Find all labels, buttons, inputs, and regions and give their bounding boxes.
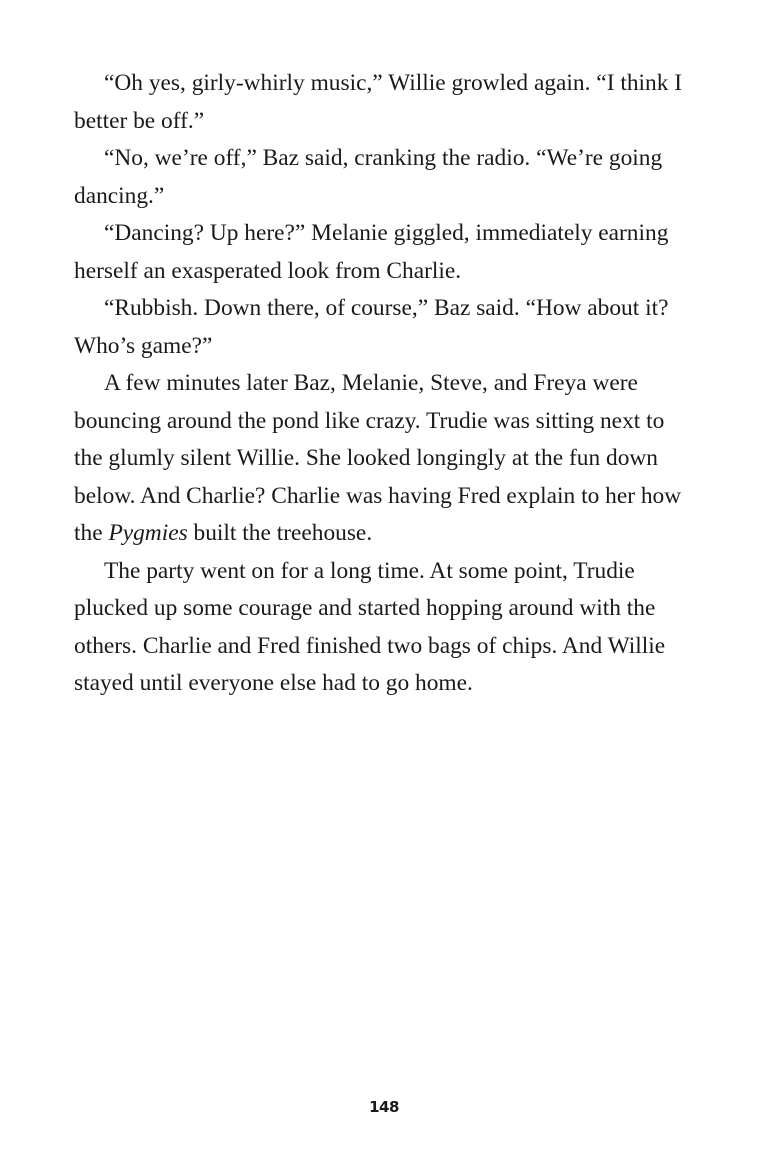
paragraph — [74, 140, 686, 215]
paragraph — [74, 365, 686, 553]
paragraph — [74, 65, 686, 140]
paragraph-text: built the treehouse. — [187, 520, 373, 546]
paragraph — [74, 553, 686, 703]
paragraph-text: “Dancing? Up here?” Melanie giggled, immediately earning herself an exasperated look from Charlie. — [74, 220, 669, 284]
paragraph — [74, 290, 686, 365]
italic-text: Pygmies — [108, 520, 188, 546]
page-number: 148 — [369, 1098, 399, 1116]
paragraph — [74, 215, 686, 290]
paragraph-text: “No, we’re off,” Baz said, cranking the radio. “We’re going dancing.” — [74, 145, 663, 209]
paragraph-text: The party went on for a long time. At some point, Trudie plucked up some courage and started hopping around with the others. Charlie and Fred finished two bags of chips. And Willie stayed until everyone else had to go home. — [74, 557, 666, 696]
body-text — [74, 65, 686, 703]
paragraph-text: A few minutes later Baz, Melanie, Steve, and Freya were bouncing around the pond like crazy. Trudie was sitting next to the glumly silent Willie. She looked longingly at the fun down below. And Charlie? Charlie was having Fred explain to her how the — [74, 370, 682, 546]
paragraph-text: “Rubbish. Down there, of course,” Baz said. “How about it? Who’s game?” — [74, 295, 669, 359]
paragraph-text: “Oh yes, girly-whirly music,” Willie growled again. “I think I better be off.” — [74, 70, 683, 134]
